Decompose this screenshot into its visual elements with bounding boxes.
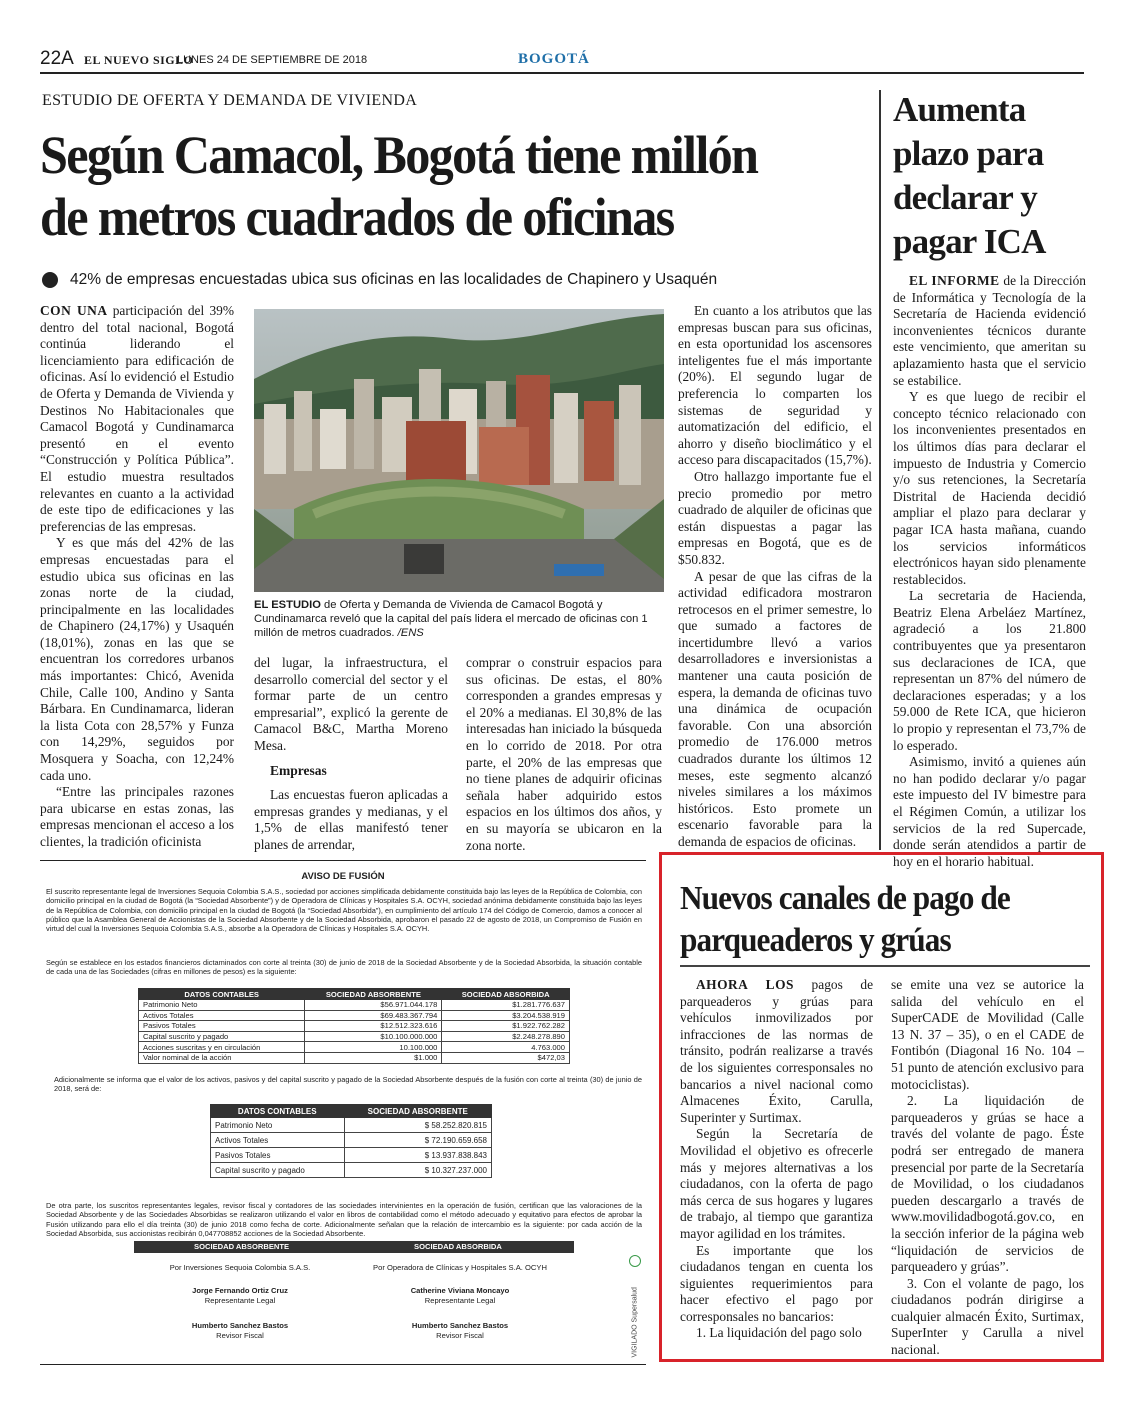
- table-cell: Acciones suscritas y en circulación: [139, 1042, 305, 1053]
- table-cell: $ 58.252.820.815: [344, 1118, 491, 1133]
- notice-title: AVISO DE FUSIÓN: [301, 871, 385, 882]
- table-cell: $3.204.538.919: [442, 1010, 570, 1021]
- signatory-name: Humberto Sanchez Bastos: [411, 1321, 509, 1330]
- paragraph: comprar o construir espacios para sus oficinas. De estas, el 80% corresponden a grandes empresas y el 20% a medianas. El 30,8% de las interesadas han iniciado la búsqueda en lo corrido de 2018. Por otra parte, el 20% de las empresas que no tiene planes de adquirir oficinas señala haber adquirido estos espacios en los últimos dos años, y en su mayoría se ubicaron en la zona norte.: [466, 655, 662, 853]
- table-row: [139, 1010, 570, 1021]
- paragraph: En cuanto a los atributos que las empresas buscan para sus oficinas, en esta oportunidad los ascensores inteligentes fue el más importante (20%). El segundo lugar de preferencia lo comparten los sistemas de seguridad y automatización del edificio, el ahorro y diseño bioclimático y el acceso para discapacitados (15,7%).: [678, 303, 872, 468]
- column-header: SOCIEDAD ABSORBIDA: [442, 989, 570, 1000]
- main-subhead: 42% de empresas encuestadas ubica sus oficinas en las localidades de Chapinero y Usaquén: [70, 271, 718, 288]
- paragraph: del lugar, la infraestructura, el desarrollo comercial del sector y el formar parte de un centro empresarial”, explicó la gerente de Camacol B&C, Martha Moreno Mesa.: [254, 655, 448, 753]
- right-rep-signature: [360, 1286, 560, 1306]
- table-cell: 10.100.000: [305, 1042, 442, 1053]
- merger-notice: [40, 860, 646, 1365]
- paragraph: 3. Con el volante de pago, los ciudadanos podrán dirigirse a cualquier almacén Éxito, Surtimax, SuperInter y Carulla a nivel nacional.: [891, 1275, 1084, 1358]
- table1-intro: Según se establece en los estados financieros dictaminados con corte al treinta (30) de junio de 2018 de la Sociedad Absorbente y de la Sociedad Absorbida, la situación contable de cada una de las Sociedades (cifras en millones de pesos) es la siguiente:: [46, 958, 642, 977]
- table-cell: $1.000: [305, 1052, 442, 1063]
- signatory-title: Representante Legal: [424, 1296, 496, 1305]
- paragraph: Asimismo, invitó a quienes aún no han podido declarar y/o pagar este impuesto del IV bimestre para el Régimen Común, a utilizar los servicios de la red Supercade, donde serán atendidos a partir de hoy en el horario habitual.: [893, 754, 1086, 869]
- main-story-column-3: [466, 655, 662, 854]
- table-header-row: [211, 1105, 492, 1118]
- paragraph: Otro hallazgo importante fue el precio promedio por metro cuadrado de alquiler de oficinas que están dispuestas a pagar las empresas en Bogotá, que es de $50.832.: [678, 468, 872, 567]
- column-header: SOCIEDAD ABSORBENTE: [305, 989, 442, 1000]
- lead-in: CON UNA: [40, 303, 108, 318]
- right-company-line: Por Operadora de Clínicas y Hospitales S.A. OCYH: [373, 1263, 547, 1272]
- signature-header-bar: [134, 1241, 574, 1253]
- main-story-column-4: [678, 303, 872, 851]
- column-header: SOCIEDAD ABSORBENTE: [344, 1105, 491, 1118]
- column-divider: [879, 90, 881, 850]
- side-story-body: [893, 273, 1086, 870]
- headline-rule: [680, 965, 1090, 967]
- table-cell: $ 72.190.659.658: [344, 1133, 491, 1148]
- signatory-name: Catherine Viviana Moncayo: [410, 1286, 510, 1295]
- paragraph: se emite una vez se autorice la salida del vehículo en el SuperCADE de Movilidad (Calle 13 N. 37 – 35), o en el CADE de Fontibón (Diagonal 16 No. 104 – 51 punto de atención exclusivo para motociclistas).: [891, 977, 1084, 1092]
- table-row: [139, 1052, 570, 1063]
- paragraph-text: de la Dirección de Informática y Tecnología de la Secretaría de Hacienda evidenció inconvenientes técnicos durante este vencimiento, que ameritan su aplazamiento hasta que el servicio se estabilice.: [893, 273, 1086, 388]
- photo-caption: [254, 598, 664, 640]
- city-photo: [254, 309, 664, 592]
- photo-credit: /ENS: [394, 627, 424, 639]
- column-header: DATOS CONTABLES: [211, 1105, 345, 1118]
- table-cell: Pasivos Totales: [139, 1021, 305, 1032]
- paragraph: 1. La liquidación del pago solo: [696, 1325, 862, 1341]
- table-cell: $12.512.323.616: [305, 1021, 442, 1032]
- signatory-title: Representante Legal: [204, 1296, 276, 1305]
- paragraph-text: participación del 39% dentro del total nacional, Bogotá continúa liderando el licenciamiento para edificación de oficinas. Así lo evidenció el Estudio de Oferta y Demanda de Vivienda y Destinos No Habitacionales que Camacol Bogotá y Cundinamarca presentó en el evento “Construcción y Política Pública”. El estudio muestra resultados relevantes en cuanto a la actividad de este tipo de edificaciones y las preferencias de las empresas.: [40, 303, 234, 534]
- highlight-column-1: [680, 977, 873, 1342]
- financial-table-1: [138, 988, 570, 1064]
- supersalud-logo: [628, 1255, 642, 1365]
- left-rep-signature: [140, 1286, 340, 1306]
- paragraph: [680, 977, 873, 1126]
- table-cell: $2.248.278.890: [442, 1031, 570, 1042]
- left-fiscal-signature: [140, 1321, 340, 1341]
- newspaper-name: EL NUEVO SIGLO: [84, 53, 194, 67]
- section-name: BOGOTÁ: [518, 51, 590, 67]
- page-header: [40, 48, 1084, 74]
- signatory-title: Revisor Fiscal: [216, 1331, 264, 1340]
- table-cell: Activos Totales: [139, 1010, 305, 1021]
- paragraph: La secretaria de Hacienda, Beatriz Elena Arbeláez Martínez, agradeció a los 21.800 contribuyentes que ya presentaron sus declaraciones de ICA, que representan un 87% del número de declaraciones esperadas; y a los 59.000 de Rete ICA, que hicieron lo propio y representan el 73,7% de lo esperado.: [893, 588, 1086, 753]
- table-row: [211, 1133, 492, 1148]
- main-story-column-1: [40, 303, 234, 851]
- bullet-icon: [42, 272, 58, 288]
- caption-lead-in: EL ESTUDIO: [254, 599, 321, 611]
- table-cell: Patrimonio Neto: [211, 1118, 345, 1133]
- table-cell: $1.281.776.637: [442, 1000, 570, 1011]
- absorbing-company-header: SOCIEDAD ABSORBENTE: [194, 1242, 290, 1251]
- paragraph: [40, 303, 234, 535]
- main-headline: Según Camacol, Bogotá tiene millón de metros cuadrados de oficinas: [40, 125, 758, 247]
- table-cell: $472,03: [442, 1052, 570, 1063]
- table-cell: Pasivos Totales: [211, 1148, 345, 1163]
- notice-closing: De otra parte, los suscritos representantes legales, revisor fiscal y contadores de las sociedades intervinientes en la operación de fusión, certifican que las valoraciones de la Sociedad Absorbente y de las Sociedades Absorbidas se realizaron utilizando el valor en libros de contabilidad como el método adecuado y equitativo para efectos de aprobar la Fusión utilizando para ello el día treinta (30) de junio 2018 como fecha de corte. Adicionalmente señalan que la relación de intercambio es la siguiente: por cada acción de la Sociedad Absorbida, sus accionistas recibirán 0,047708852 acciones de la Sociedad Absorbente.: [46, 1201, 642, 1238]
- table2-intro: Adicionalmente se informa que el valor de los activos, pasivos y del capital suscrito y pagado de la Sociedad Absorbente después de la fusión con corte al treinta (30) de junio de 2018, será de:: [54, 1075, 642, 1094]
- paragraph: A pesar de que las cifras de la actividad edificadora mostraron retrocesos en el primer semestre, lo que sumado a factores de incertidumbre llevó a varios desarrolladores e inversionistas a mantener una cauta posición de espera, la demanda de oficinas tuvo una dinámica de ocupación favorable. Con una absorción promedio de 176.000 metros cuadrados durante los últimos 12 meses, este segmento alcanzó niveles similares a los máximos históricos. Esto promete un escenario favorable para la demanda de espacios de oficinas.: [678, 568, 872, 849]
- paragraph: Las encuestas fueron aplicadas a empresas grandes y medianas, y el 1,5% de ellas manifestó tener planes de arrendar,: [254, 787, 448, 852]
- notice-intro: El suscrito representante legal de Inversiones Sequoia Colombia S.A.S., sociedad por acciones simplificada debidamente constituida bajo las leyes de la República de Colombia, con domicilio principal en la ciudad de Bogotá (la “Sociedad Absorbente”) y de Operadora de Clínicas y Hospitales S.A. OCYH, sociedad anónima debidamente constituida bajo las leyes de la República de Colombia, con domicilio principal en la ciudad de Bogotá (la “Sociedad Absorbida”), en cumplimiento del artículo 174 del Código de Comercio, damos a conocer al público que la Asamblea General de Accionistas de la Sociedad Absorbente y de la Sociedad Absorbida, aprobaron el pasado 22 de agosto de 2018, un Compromiso de Fusión en virtud del cual la Inversiones Sequoia Colombia S.A.S., absorbe a la Operadora de Clínicas y Hospitales S.A. OCYH.: [46, 887, 642, 934]
- highlight-headline: Nuevos canales de pago de parqueaderos y grúas: [680, 880, 1010, 959]
- bogota-skyline-image: [254, 309, 664, 592]
- paragraph: 2. La liquidación de parqueaderos y grúas se hace a través del volante de pago. Éste podrá ser entregado de manera presencial por parte de la Secretaría de Movilidad, o los ciudadanos pueden descargarlo a través de www.movilidadbogotá.gov.co, en la sección inferior de la página web “liquidación de servicios de parqueadero y grúas”.: [891, 1093, 1084, 1275]
- page-number: 22A: [40, 48, 74, 69]
- table-cell: Activos Totales: [211, 1133, 345, 1148]
- signatory-name: Jorge Fernando Ortiz Cruz: [192, 1286, 288, 1295]
- financial-table-2: [210, 1104, 492, 1178]
- section-subtitle: Empresas: [270, 762, 327, 778]
- main-story-column-2: [254, 655, 448, 854]
- table-cell: $56.971.044.178: [305, 1000, 442, 1011]
- vigilado-label: VIGILADO Supersalud: [631, 1287, 639, 1358]
- table-cell: $ 10.327.237.000: [344, 1163, 491, 1178]
- issue-date: LUNES 24 DE SEPTIEMBRE DE 2018: [177, 54, 368, 66]
- paragraph-text: pagos de parqueaderos y grúas para vehículos inmovilizados por infracciones de las normas de tránsito, podrán realizarse a través de los siguientes corresponsales no bancarios a nivel nacional como Almacenes Éxito, Carulla, Superinter y Surtimax.: [680, 977, 874, 1125]
- paragraph: “Entre las principales razones para ubicarse en estas zonas, las empresas mencionan el acceso a los clientes, la tradición oficinista: [40, 784, 234, 849]
- paragraph: Y es que más del 42% de las empresas encuestadas para el estudio ubica sus oficinas en las zonas norte de la ciudad, principalmente en las localidades de Chapinero (24,17%) y Usaquén (18,01%), zonas en las que se encuentran los corredores urbanos más importantes: Chicó, Avenida Chile, Calle 100, Andino y Santa Bárbara. En Cundinamarca, lideran la lista Cota con 28,57% y Funza con 14,29%, seguidos por Mosquera y Soacha, con 12,24% cada uno.: [40, 535, 234, 783]
- story-kicker: ESTUDIO DE OFERTA Y DEMANDA DE VIVIENDA: [42, 92, 418, 109]
- table-cell: Capital suscrito y pagado: [139, 1031, 305, 1042]
- table-row: [139, 1042, 570, 1053]
- caption-text: de Oferta y Demanda de Vivienda de Camacol Bogotá y Cundinamarca reveló que la capital del país lidera el mercado de oficinas con 1 millón de metros cuadrados.: [254, 599, 648, 639]
- column-header: DATOS CONTABLES: [139, 989, 305, 1000]
- table-row: [211, 1163, 492, 1178]
- paragraph: [893, 273, 1086, 389]
- table-row: [211, 1118, 492, 1133]
- signatory-title: Revisor Fiscal: [436, 1331, 484, 1340]
- table-row: [139, 1031, 570, 1042]
- right-fiscal-signature: [360, 1321, 560, 1341]
- left-company-line: Por Inversiones Sequoia Colombia S.A.S.: [169, 1263, 311, 1272]
- paragraph: Y es que luego de recibir el concepto técnico relacionado con los inconvenientes presentados en los últimos días para declarar el impuesto de Industria y Comercio y/o sus retenciones, la Secretaría Distrital de Hacienda decidió ampliar el plazo para declarar y pagar ICA hasta mañana, cuando los servicios informáticos electrónicos hayan sido plenamente restablecidos.: [893, 389, 1086, 587]
- table-cell: Valor nominal de la acción: [139, 1052, 305, 1063]
- side-headline: Aumenta plazo para declarar y pagar ICA: [893, 90, 1046, 261]
- table-cell: 4.763.000: [442, 1042, 570, 1053]
- table-header-row: [139, 989, 570, 1000]
- table-cell: $ 13.937.838.843: [344, 1148, 491, 1163]
- table-cell: $10.100.000.000: [305, 1031, 442, 1042]
- paragraph: Es importante que los ciudadanos tengan en cuenta los siguientes requerimientos para hacer efectivo el pago por corresponsales no bancarios:: [680, 1242, 873, 1324]
- lead-in: EL INFORME: [909, 273, 1000, 288]
- table-cell: Patrimonio Neto: [139, 1000, 305, 1011]
- table-cell: $69.483.367.794: [305, 1010, 442, 1021]
- table-cell: $1.922.762.282: [442, 1021, 570, 1032]
- paragraph: Según la Secretaría de Movilidad el objetivo es ofrecerle más y mejores alternativas a los ciudadanos, con la oferta de pago más cerca de sus hogares y lugares de trabajo, al tiempo que garantiza mayor agilidad en los trámites.: [680, 1126, 873, 1241]
- table-cell: Capital suscrito y pagado: [211, 1163, 345, 1178]
- absorbed-company-header: SOCIEDAD ABSORBIDA: [414, 1242, 502, 1251]
- highlight-column-2: [891, 977, 1084, 1359]
- lead-in: AHORA LOS: [696, 977, 794, 992]
- table-row: [139, 1021, 570, 1032]
- table-row: [211, 1148, 492, 1163]
- signatory-name: Humberto Sanchez Bastos: [191, 1321, 289, 1330]
- table-row: [139, 1000, 570, 1011]
